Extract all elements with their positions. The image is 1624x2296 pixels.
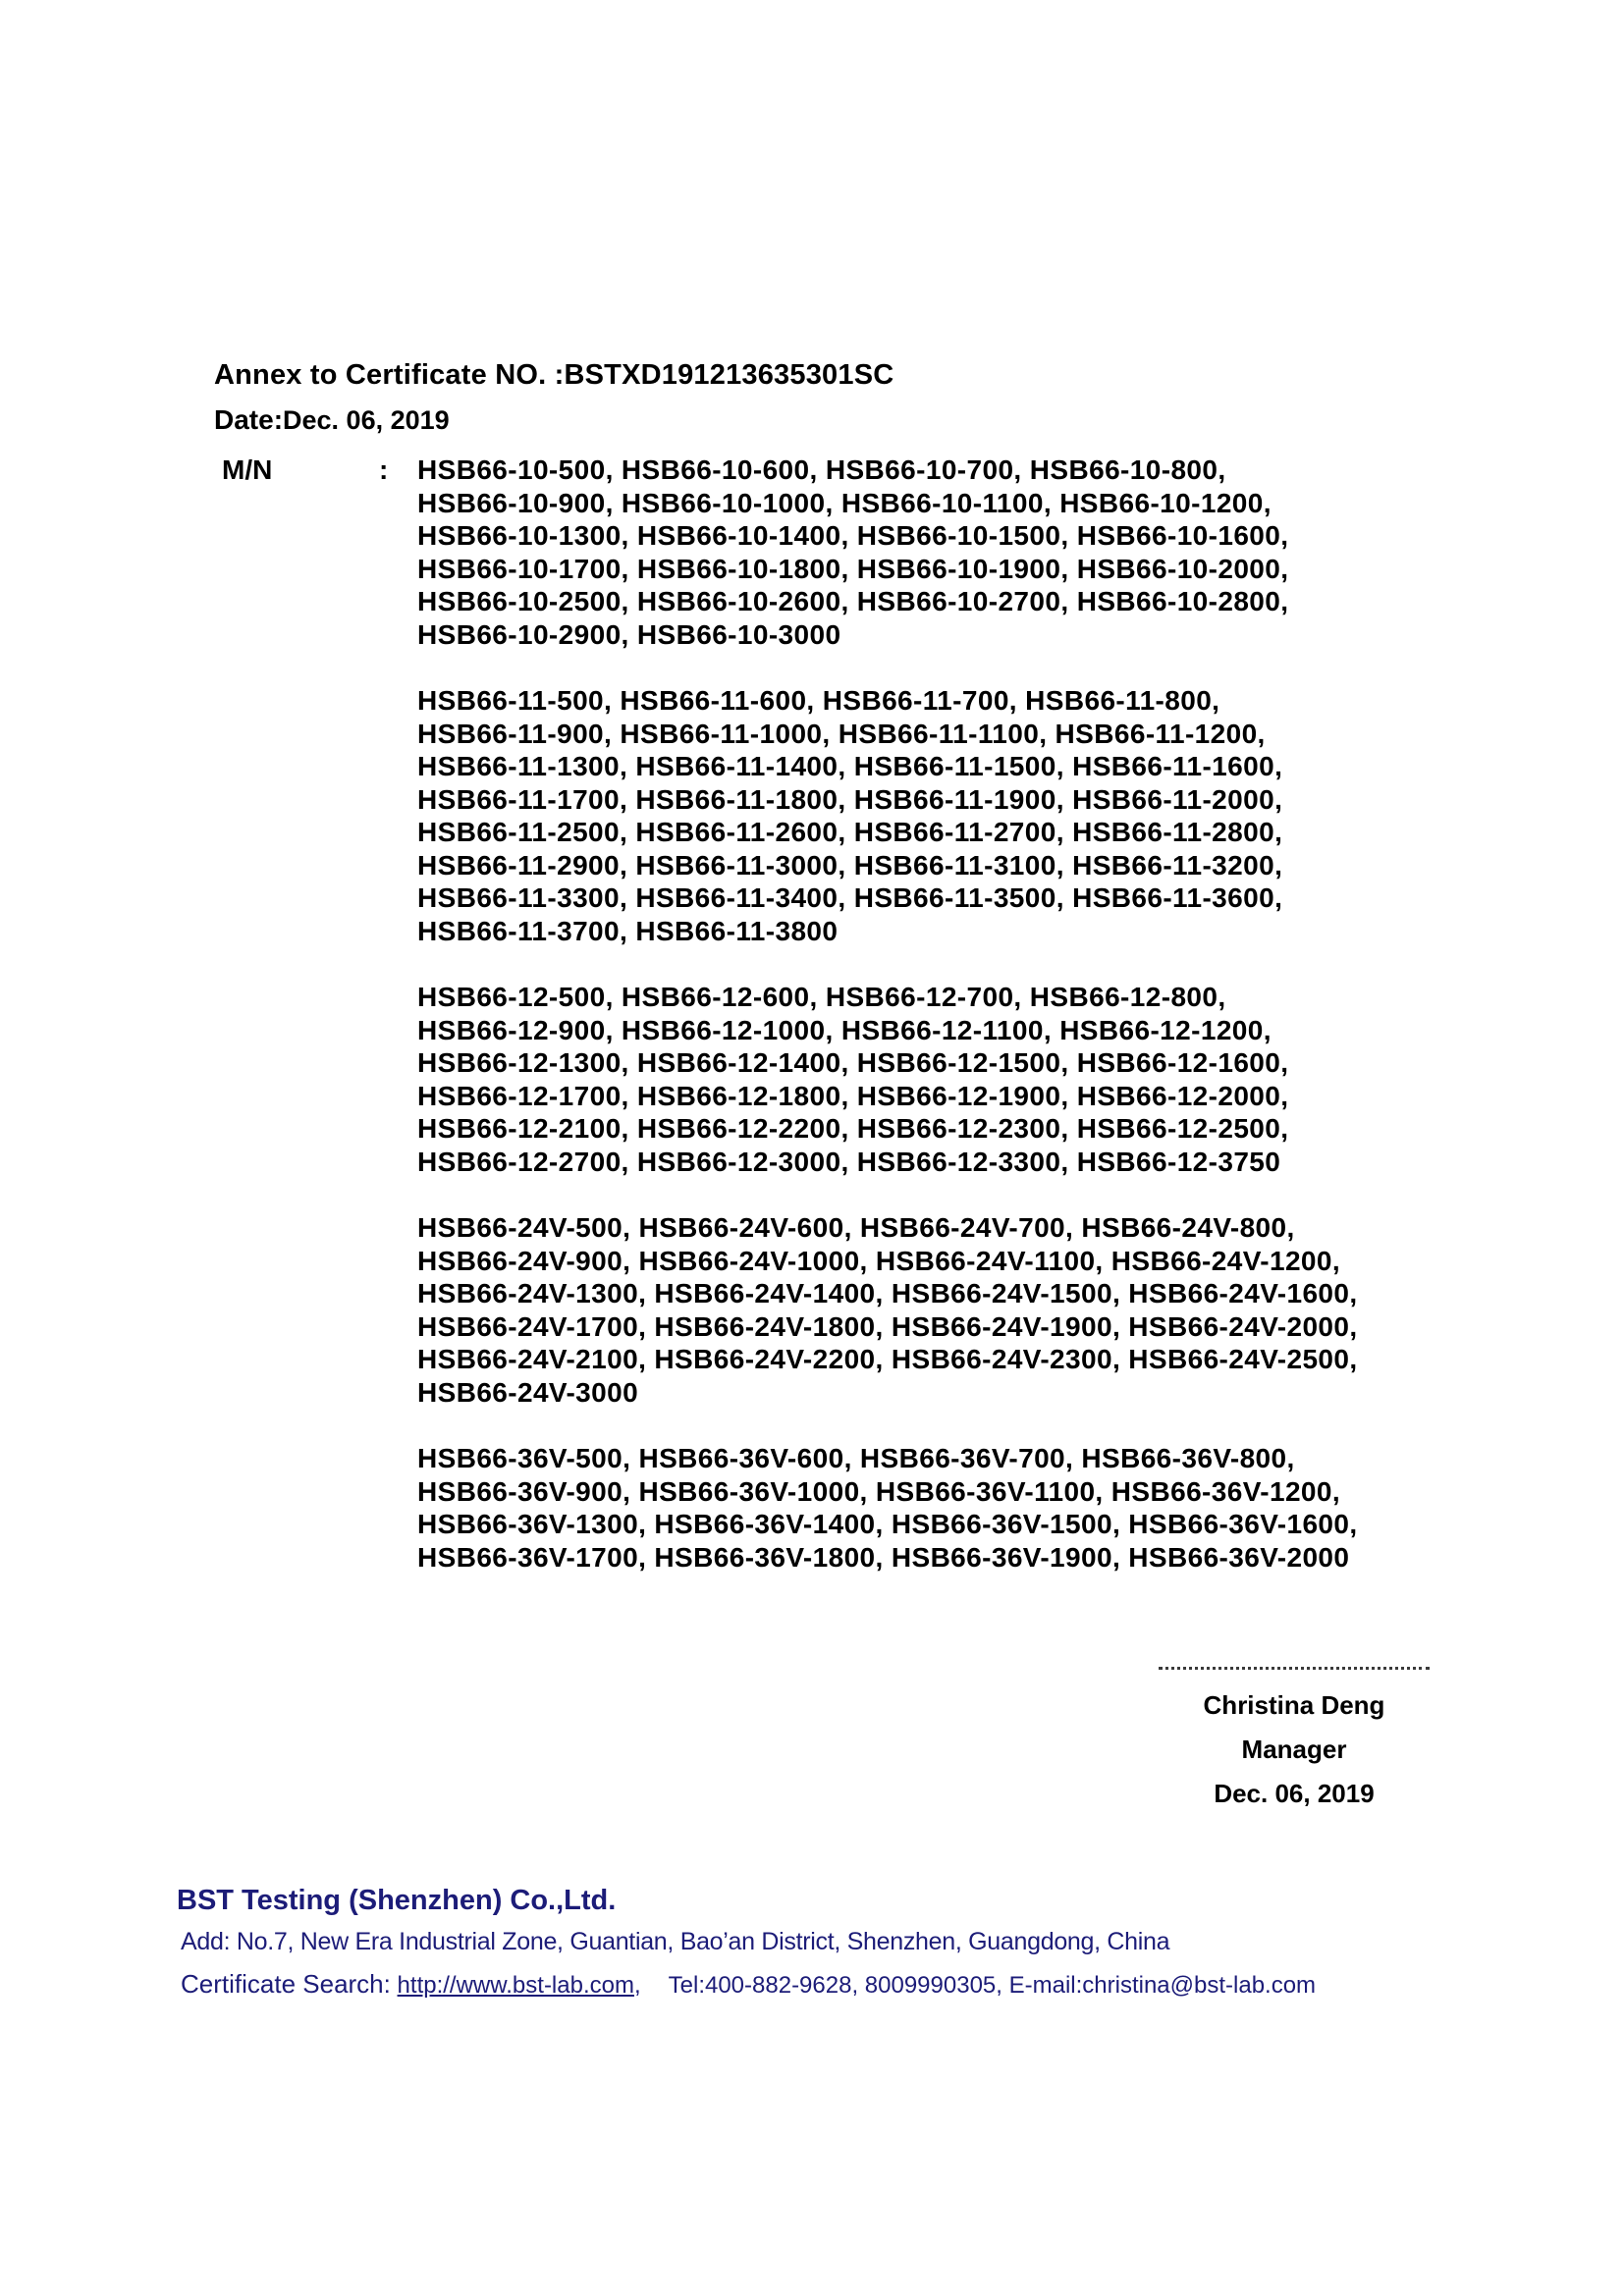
signatory-name: Christina Deng — [1203, 1690, 1385, 1720]
certificate-search-line — [181, 1969, 1316, 2000]
model-line: HSB66-36V-1700, HSB66-36V-1800, HSB66-36V-1900, HSB66-36V-2000 — [417, 1541, 1350, 1573]
model-group — [417, 684, 1458, 947]
model-line: HSB66-11-1700, HSB66-11-1800, HSB66-11-1900, HSB66-11-2000, — [417, 783, 1283, 815]
model-line: HSB66-36V-1300, HSB66-36V-1400, HSB66-36V-1500, HSB66-36V-1600, — [417, 1509, 1358, 1539]
model-line: HSB66-24V-500, HSB66-24V-600, HSB66-24V-700, HSB66-24V-800, — [417, 1212, 1295, 1243]
model-line: HSB66-24V-1300, HSB66-24V-1400, HSB66-24V-1500, HSB66-24V-1600, — [417, 1278, 1358, 1308]
model-line: HSB66-24V-900, HSB66-24V-1000, HSB66-24V-1100, HSB66-24V-1200, — [417, 1245, 1341, 1276]
model-number-label: M/N — [222, 454, 273, 485]
model-line: HSB66-24V-3000 — [417, 1376, 639, 1408]
page-title: Annex to Certificate NO. :BSTXD191213635301SC — [214, 359, 894, 391]
model-number-list — [417, 454, 1458, 1574]
model-line: HSB66-24V-1700, HSB66-24V-1800, HSB66-24V-1900, HSB66-24V-2000, — [417, 1310, 1358, 1342]
model-line: HSB66-10-2900, HSB66-10-3000 — [417, 618, 841, 650]
signature-block — [1119, 1683, 1469, 1816]
date-label: Date: — [214, 404, 284, 435]
certificate-search-comma: , — [633, 1972, 641, 1999]
footer-contact-info: Tel:400-882-9628, 8009990305, E-mail:christina@bst-lab.com — [668, 1972, 1317, 1999]
date-line — [214, 404, 450, 436]
model-line: HSB66-36V-900, HSB66-36V-1000, HSB66-36V-1100, HSB66-36V-1200, — [417, 1475, 1341, 1507]
footer-company-address: Add: No.7, New Era Industrial Zone, Guantian, Bao’an District, Shenzhen, Guangdong, China — [181, 1928, 1170, 1955]
model-line: HSB66-11-3300, HSB66-11-3400, HSB66-11-3500, HSB66-11-3600, — [417, 882, 1283, 913]
model-line: HSB66-11-500, HSB66-11-600, HSB66-11-700, HSB66-11-800, — [417, 685, 1220, 716]
model-line: HSB66-12-900, HSB66-12-1000, HSB66-12-1100, HSB66-12-1200, — [417, 1014, 1272, 1045]
model-line: HSB66-10-900, HSB66-10-1000, HSB66-10-1100, HSB66-10-1200, — [417, 487, 1272, 518]
model-line: HSB66-12-2100, HSB66-12-2200, HSB66-12-2300, HSB66-12-2500, — [417, 1113, 1289, 1144]
signature-dotted-line — [1159, 1667, 1430, 1670]
model-group — [417, 1211, 1458, 1409]
model-line: HSB66-12-1700, HSB66-12-1800, HSB66-12-1900, HSB66-12-2000, — [417, 1080, 1289, 1111]
model-line: HSB66-10-1700, HSB66-10-1800, HSB66-10-1900, HSB66-10-2000, — [417, 553, 1289, 584]
model-line: HSB66-36V-500, HSB66-36V-600, HSB66-36V-700, HSB66-36V-800, — [417, 1443, 1295, 1473]
model-group — [417, 454, 1458, 651]
certificate-search-link[interactable]: http://www.bst-lab.com — [397, 1972, 634, 1999]
model-line: HSB66-11-900, HSB66-11-1000, HSB66-11-1100, HSB66-11-1200, — [417, 718, 1266, 749]
signatory-role: Manager — [1241, 1735, 1347, 1764]
model-line: HSB66-10-1300, HSB66-10-1400, HSB66-10-1500, HSB66-10-1600, — [417, 520, 1289, 551]
model-line: HSB66-24V-2100, HSB66-24V-2200, HSB66-24V-2300, HSB66-24V-2500, — [417, 1344, 1358, 1374]
model-line: HSB66-12-1300, HSB66-12-1400, HSB66-12-1500, HSB66-12-1600, — [417, 1047, 1289, 1078]
model-line: HSB66-12-500, HSB66-12-600, HSB66-12-700, HSB66-12-800, — [417, 982, 1226, 1012]
model-line: HSB66-11-3700, HSB66-11-3800 — [417, 915, 839, 946]
date-value: Dec. 06, 2019 — [283, 405, 450, 435]
footer-company-name: BST Testing (Shenzhen) Co.,Ltd. — [177, 1885, 617, 1916]
model-line: HSB66-12-2700, HSB66-12-3000, HSB66-12-3300, HSB66-12-3750 — [417, 1146, 1281, 1177]
model-line: HSB66-11-2900, HSB66-11-3000, HSB66-11-3100, HSB66-11-3200, — [417, 849, 1283, 881]
model-line: HSB66-10-2500, HSB66-10-2600, HSB66-10-2700, HSB66-10-2800, — [417, 586, 1289, 616]
model-line: HSB66-11-2500, HSB66-11-2600, HSB66-11-2700, HSB66-11-2800, — [417, 817, 1283, 847]
model-number-separator: : — [379, 454, 389, 485]
signature-date: Dec. 06, 2019 — [1214, 1779, 1375, 1808]
certificate-search-label: Certificate Search: — [181, 1969, 391, 1999]
model-group — [417, 981, 1458, 1178]
model-group — [417, 1442, 1458, 1574]
model-line: HSB66-11-1300, HSB66-11-1400, HSB66-11-1500, HSB66-11-1600, — [417, 751, 1283, 781]
model-line: HSB66-10-500, HSB66-10-600, HSB66-10-700, HSB66-10-800, — [417, 454, 1226, 485]
